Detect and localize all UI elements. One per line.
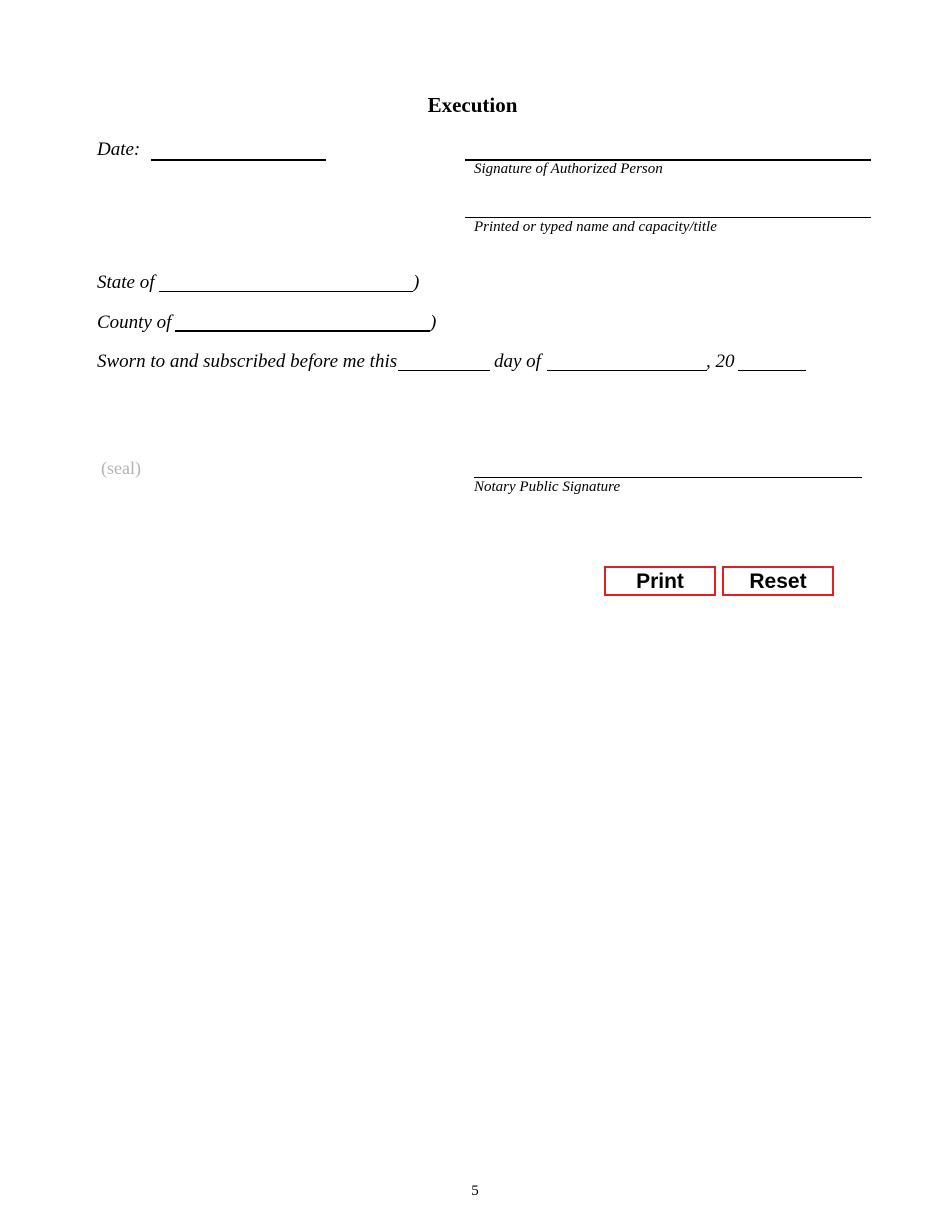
county-paren: ): [430, 312, 437, 333]
reset-button[interactable]: Reset: [722, 566, 834, 596]
state-field[interactable]: [159, 291, 413, 292]
sworn-day-of: day of: [494, 351, 541, 372]
sworn-year-field[interactable]: [738, 370, 806, 371]
sworn-day-field[interactable]: [398, 370, 490, 371]
county-label: County of: [97, 312, 172, 333]
county-field[interactable]: [175, 330, 430, 332]
state-label: State of: [97, 272, 155, 293]
printed-name-line[interactable]: [465, 217, 871, 218]
state-paren: ): [413, 272, 420, 293]
date-field[interactable]: [151, 159, 326, 161]
print-button[interactable]: Print: [604, 566, 716, 596]
sworn-month-field[interactable]: [547, 370, 707, 371]
date-label: Date:: [97, 139, 141, 160]
sworn-prefix: Sworn to and subscribed before me this: [97, 351, 398, 372]
notary-signature-caption: Notary Public Signature: [474, 479, 621, 495]
notary-signature-line[interactable]: [474, 477, 862, 478]
authorized-signature-caption: Signature of Authorized Person: [474, 161, 663, 177]
section-title: Execution: [427, 93, 518, 117]
sworn-year-prefix: , 20: [706, 351, 735, 372]
printed-name-caption: Printed or typed name and capacity/title: [474, 219, 717, 235]
seal-placeholder: (seal): [101, 458, 141, 478]
page-number: 5: [471, 1183, 479, 1199]
